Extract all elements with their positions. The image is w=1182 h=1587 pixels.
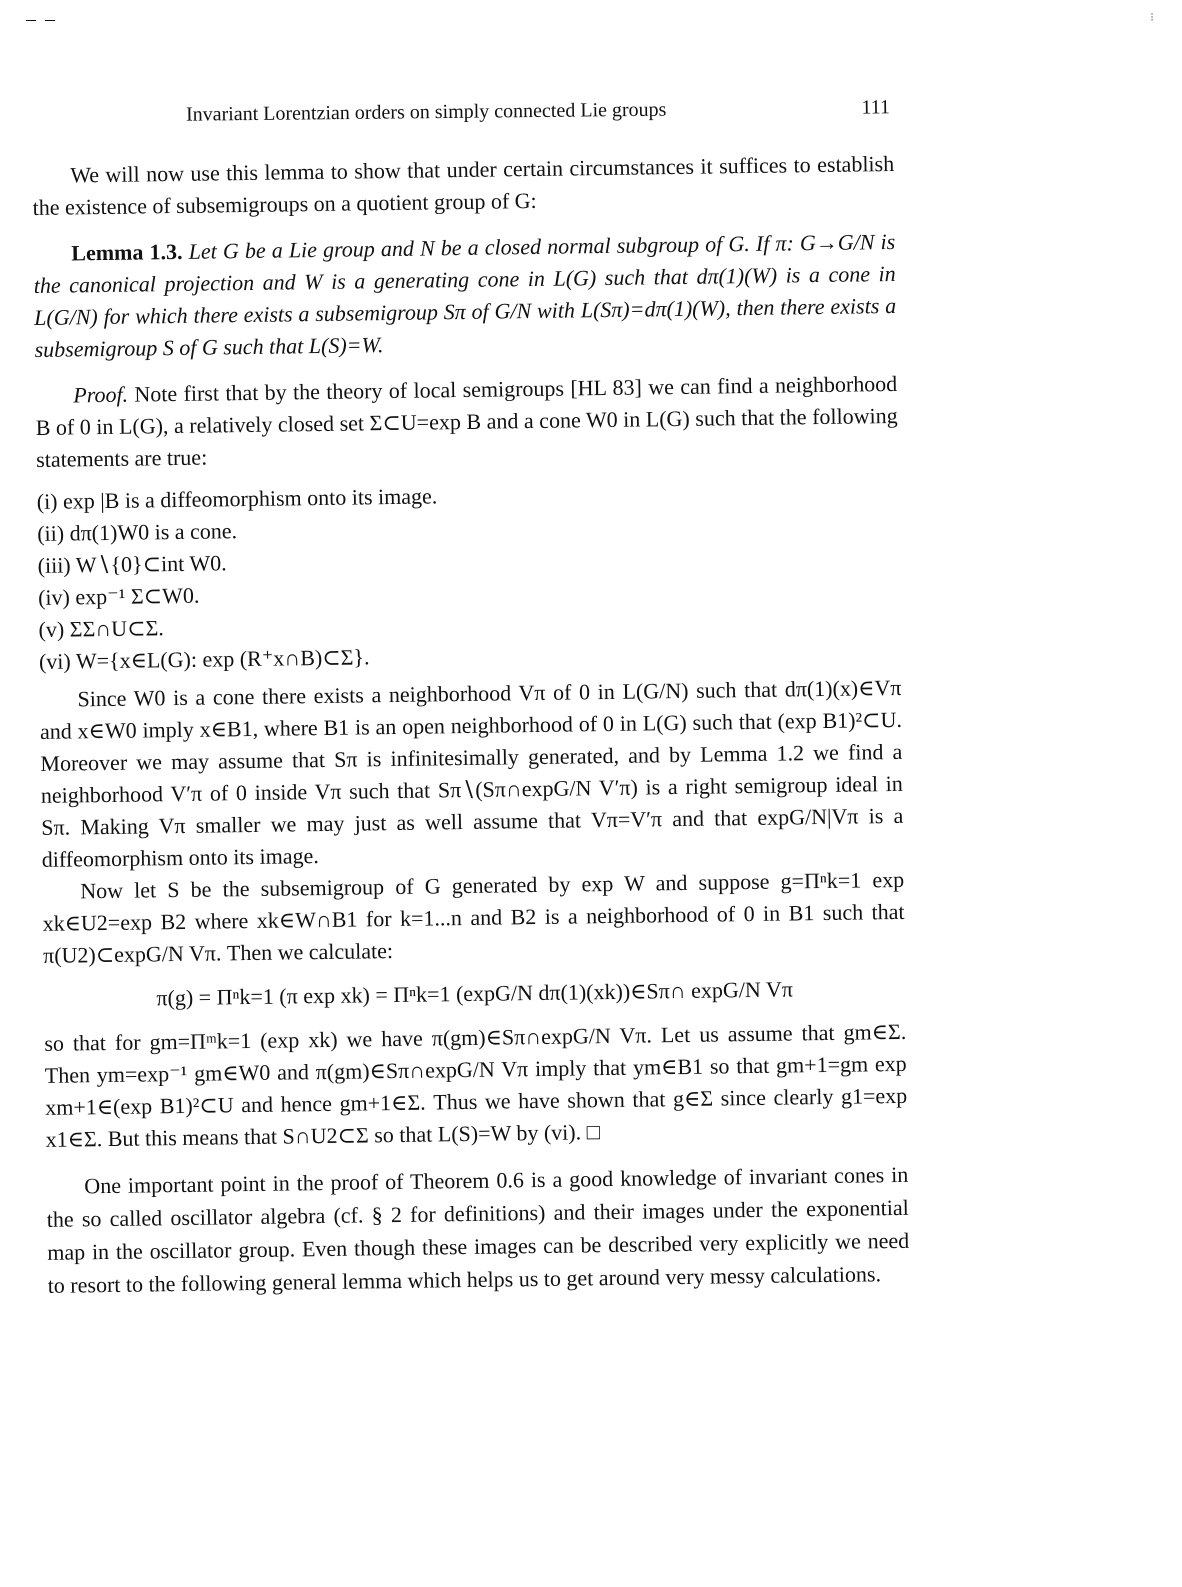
lemma-paragraph [33,226,897,366]
since-paragraph: Since W0 is a cone there exists a neighborhood Vπ of 0 in L(G/N) such that dπ(1)(x)∈Vπ and x∈W0 imply x∈B1, where B1 is an open neighborhood of 0 in L(G) such that (exp B1)²⊂U. Moreover we may assume that Sπ is infinitesimally generated, and by Lemma 1.2 we find a neighborhood V′π of 0 inside Vπ such that Sπ∖(Sπ∩expG/N V′π) is a right semigroup ideal in Sπ. Making Vπ smaller we may just as well assume that Vπ=V′π and that expG/N|Vπ is a diffeomorphism onto its image. [39,674,904,872]
intro-paragraph: We will now use this lemma to show that under certain circumstances it suffices to establish the existence of subsemigroups on a quotient group of G: [32,150,895,220]
corner-mark: – – [26,8,57,30]
condition-item: (iii) W∖{0}⊂int W0. [37,550,227,578]
condition-item: (vi) W={x∈L(G): exp (R⁺x∩B)⊂Σ}. [38,644,370,674]
condition-item: (iv) exp⁻¹ Σ⊂W0. [37,582,200,610]
lemma-statement: Let G be a Lie group and N be a closed normal subgroup of G. If π: G→G/N is the canonical projection and W is a generating cone in L(G) such that dπ(1)(W) is a cone in L(G/N) for which there exists a subsemigroup Sπ of G/N with L(Sπ)=dπ(1)(W), then there exists a subsemigroup S of G such that L(S)=W. [33,228,897,362]
display-formula: π(g) = Πⁿk=1 (π exp xk) = Πⁿk=1 (expG/N dπ(1)(xk))∈Sπ∩ expG/N Vπ [156,976,794,1011]
proof-intro: Note first that by the theory of local semigroups [HL 83] we can find a neighborhood B of 0 in L(G), a relatively closed set Σ⊂U=exp B and a cone W0 in L(G) such that the following statements are true: [35,370,898,472]
condition-item: (ii) dπ(1)W0 is a cone. [37,518,238,546]
so-paragraph: so that for gm=Πᵐk=1 (exp xk) we have π(gm)∈Sπ∩expG/N Vπ. Let us assume that gm∈Σ. Then ym=exp⁻¹ gm∈W0 and π(gm)∈Sπ∩expG/N Vπ imply that ym∈B1 so that gm+1=gm exp xm+1∈(exp B1)²⊂U and hence gm+1∈Σ. Thus we have shown that g∈Σ since clearly g1=exp x1∈Σ. But this means that S∩U2⊂Σ so that L(S)=W by (vi). □ [44,1018,908,1152]
corner-dots: ⁝ [1150,10,1154,24]
page-number: 111 [861,96,891,119]
proof-label: Proof. [73,381,129,408]
closing-paragraph: One important point in the proof of Theorem 0.6 is a good knowledge of invariant cones in the so called oscillator algebra (cf. § 2 for definitions) and their images under the exponential map in the oscillator group. Even though these images can be described very explicitly we need to resort to the following general lemma which helps us to get around very messy calculations. [46,1161,910,1298]
proof-paragraph [35,368,898,476]
lemma-label: Lemma 1.3. [71,238,183,266]
condition-item: (v) ΣΣ∩U⊂Σ. [38,615,164,642]
now-paragraph: Now let S be the subsemigroup of G generated by exp W and suppose g=Πⁿk=1 exp xk∈U2=exp B2 where xk∈W∩B1 for k=1...n and B2 is a neighborhood of 0 in B1 such that π(U2)⊂expG/N Vπ. Then we calculate: [42,866,905,968]
conditions-list [37,474,902,678]
condition-item: (i) exp |B is a diffeomorphism onto its image. [36,483,438,514]
page-header [186,96,890,126]
running-title: Invariant Lorentzian orders on simply connected Lie groups [185,98,667,126]
page-body [32,148,910,1302]
